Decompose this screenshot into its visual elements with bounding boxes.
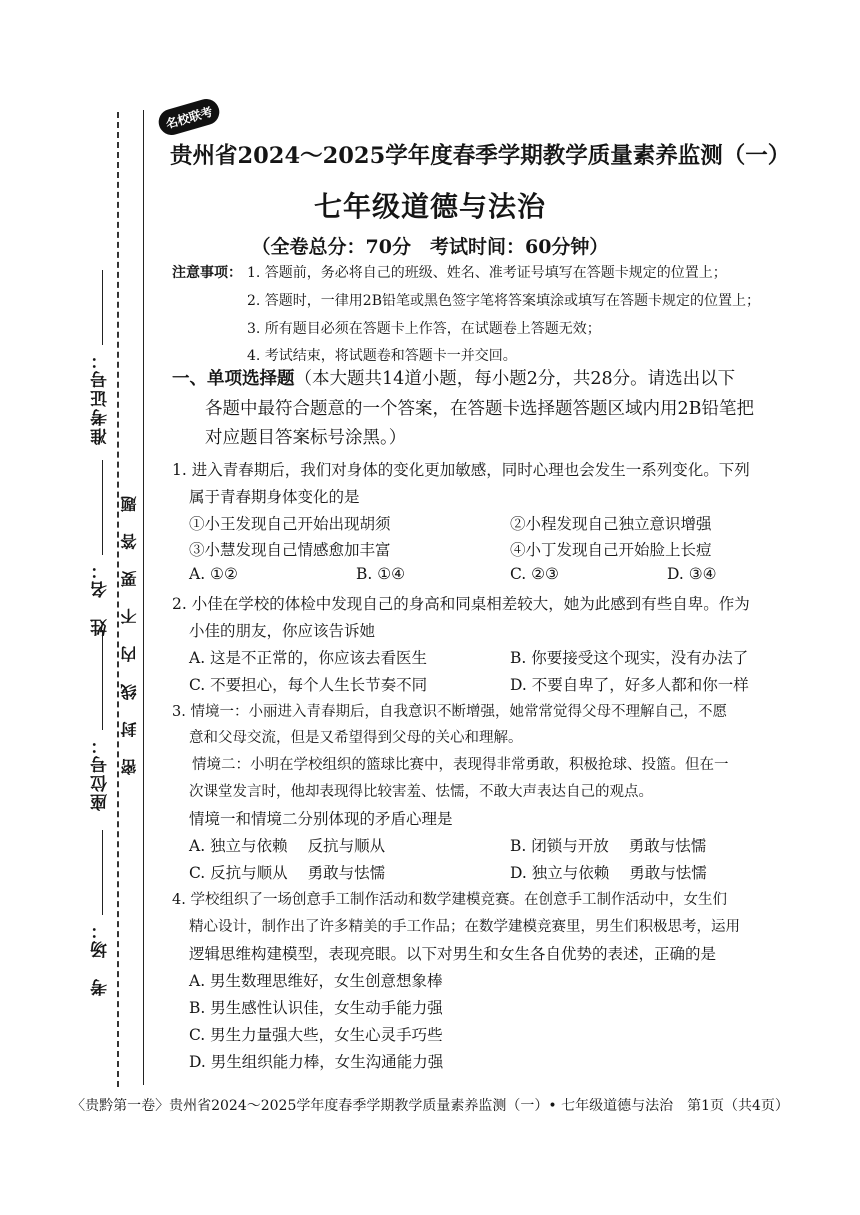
question-stem: 次课堂发言时，他却表现得比较害羞、怯懦，不敢大声表达自己的观点。 xyxy=(189,784,653,800)
statement-item: ④小丁发现自己开始脸上长痘 xyxy=(510,541,712,559)
answer-option: A. 男生数理思维好，女生创意想象棒 xyxy=(189,972,443,990)
question-stem: 逻辑思维构建模型，表现亮眼。以下对男生和女生各自优势的表述，正确的是 xyxy=(189,945,717,963)
answer-option: B. 男生感性认识佳，女生动手能力强 xyxy=(189,999,443,1017)
field-name-line xyxy=(102,460,103,555)
answer-option: C. 反抗与顺从 勇敢与怯懦 xyxy=(189,864,386,882)
section-instruction: 对应题目答案标号涂黑。） xyxy=(205,428,407,448)
notice-label: 注意事项： xyxy=(172,265,242,281)
answer-option: C. ②③ xyxy=(510,565,559,583)
answer-option: D. 男生组织能力棒，女生沟通能力强 xyxy=(189,1053,444,1071)
field-admission-line-top xyxy=(102,270,103,345)
answer-option: C. 男生力量强大些，女生心灵手巧些 xyxy=(189,1026,443,1044)
answer-option: A. ①② xyxy=(189,565,238,583)
question-stem: 情境二：小明在学校组织的篮球比赛中，表现得非常勇敢，积极抢球、投篮。但在一 xyxy=(192,757,729,773)
answer-option: A. 这是不正常的，你应该去看医生 xyxy=(189,649,428,667)
question-stem: 情境一和情境二分别体现的矛盾心理是 xyxy=(189,810,453,828)
statement-item: ③小慧发现自己情感愈加丰富 xyxy=(189,541,391,559)
question-stem: 小佳的朋友，你应该告诉她 xyxy=(189,622,376,640)
subject-title: 七年级道德与法治 xyxy=(313,190,546,223)
question-stem: 意和父母交流，但是又希望得到父母的关心和理解。 xyxy=(189,730,523,746)
exam-meta: （全卷总分：70分 考试时间：60分钟） xyxy=(251,236,609,258)
answer-option: D. ③④ xyxy=(667,565,717,583)
notice-item: 4. 考试结束，将试题卷和答题卡一并交回。 xyxy=(247,348,517,364)
exam-title: 贵州省2024～2025学年度春季学期教学质量素养监测（一） xyxy=(170,143,791,169)
answer-option: A. 独立与依赖 反抗与顺从 xyxy=(189,837,386,855)
question-stem: 精心设计，制作出了许多精美的手工作品；在数学建模竞赛里，男生们积极思考，运用 xyxy=(189,919,740,935)
notice-item: 1. 答题前，务必将自己的班级、姓名、准考证号填写在答题卡规定的位置上； xyxy=(247,265,727,281)
field-seat-label: 座位号： xyxy=(91,735,111,811)
answer-option: B. 闭锁与开放 勇敢与怯懦 xyxy=(510,837,707,855)
section-heading: 一、单项选择题（本大题共14道小题，每小题2分，共28分。请选出以下 xyxy=(172,369,736,389)
question-stem: 4. 学校组织了一场创意手工制作活动和数学建模竞赛。在创意手工制作活动中，女生们 xyxy=(172,892,727,908)
answer-option: B. ①④ xyxy=(356,565,406,583)
seal-line-notice: 密 封 线 内 不 要 答 题 xyxy=(120,488,139,775)
answer-option: B. 你要接受这个现实，没有办法了 xyxy=(510,649,749,667)
page-footer: 〈贵黔第一卷〉贵州省2024～2025学年度春季学期教学质量素养监测（一）• 七年级道德与法治 第1页（共4页） xyxy=(71,1098,789,1114)
question-stem: 3. 情境一：小丽进入青春期后，自我意识不断增强，她常常觉得父母不理解自己，不愿 xyxy=(172,704,727,720)
statement-item: ②小程发现自己独立意识增强 xyxy=(510,515,712,533)
question-stem: 2. 小佳在学校的体检中发现自己的身高和同桌相差较大，她为此感到有些自卑。作为 xyxy=(172,595,750,613)
section-instruction: 各题中最符合题意的一个答案，在答题卡选择题答题区域内用2B铅笔把 xyxy=(205,399,754,419)
answer-option: D. 独立与依赖 勇敢与怯懦 xyxy=(510,864,707,882)
joint-exam-badge: 名校联考 xyxy=(156,96,223,138)
question-stem: 1. 进入青春期后，我们对身体的变化更加敏感，同时心理也会发生一系列变化。下列 xyxy=(172,461,750,479)
question-stem: 属于青春期身体变化的是 xyxy=(189,488,360,506)
field-exam-room-line xyxy=(102,830,103,915)
notice-item: 3. 所有题目必须在答题卡上作答，在试题卷上答题无效； xyxy=(247,321,601,337)
statement-item: ①小王发现自己开始出现胡须 xyxy=(189,515,391,533)
field-seat-line xyxy=(102,630,103,730)
field-exam-room-label: 考 场： xyxy=(91,920,111,996)
answer-option: C. 不要担心，每个人生长节奏不同 xyxy=(189,676,428,694)
field-name-label: 姓 名： xyxy=(91,560,111,636)
answer-option: D. 不要自卑了，好多人都和你一样 xyxy=(510,676,749,694)
notice-item: 2. 答题时，一律用2B铅笔或黑色签字笔将答案填涂或填写在答题卡规定的位置上； xyxy=(247,293,761,309)
field-admission-label: 准考证号： xyxy=(91,350,111,445)
